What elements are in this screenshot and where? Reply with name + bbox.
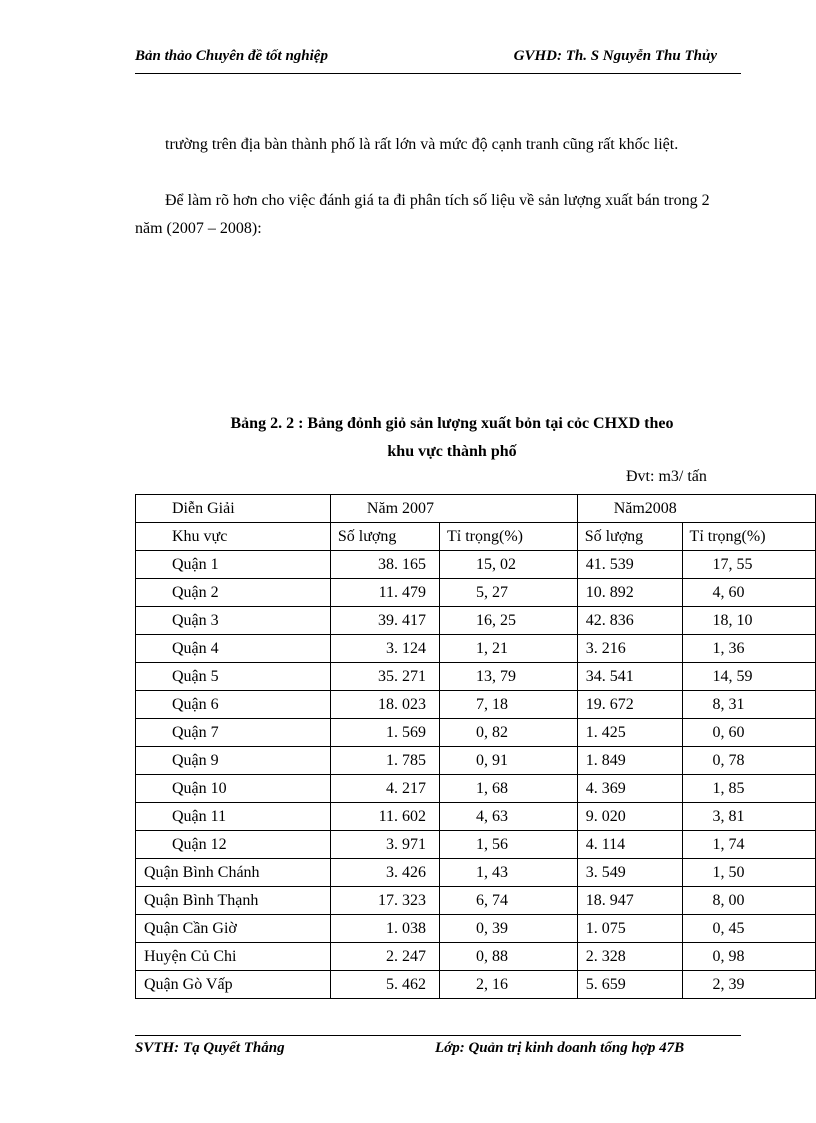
quantity-2007-cell: 1. 785 (330, 747, 439, 775)
quantity-2008-cell: 10. 892 (577, 579, 682, 607)
share-2008-cell: 8, 31 (682, 691, 815, 719)
area-cell: Quận Bình Thạnh (136, 887, 331, 915)
area-cell: Quận 1 (136, 551, 331, 579)
quantity-2007-cell: 3. 971 (330, 831, 439, 859)
quantity-2008-cell: 5. 659 (577, 971, 682, 999)
area-cell: Quận 9 (136, 747, 331, 775)
area-cell: Huyện Củ Chi (136, 943, 331, 971)
share-2007-cell: 1, 68 (440, 775, 578, 803)
table-row (136, 607, 816, 635)
header-cell: Tỉ trọng(%) (682, 523, 815, 551)
quantity-2007-cell: 1. 569 (330, 719, 439, 747)
footer-class: Lớp: Quản trị kinh doanh tổng hợp 47B (435, 1040, 685, 1056)
quantity-2007-cell: 18. 023 (330, 691, 439, 719)
table-row (136, 663, 816, 691)
table-caption-line-1: Bảng 2. 2 : Bảng đỏnh giỏ sản lượng xuất bỏn tại cỏc CHXD theo (230, 415, 674, 432)
share-2007-cell: 13, 79 (440, 663, 578, 691)
header-advisor: GVHD: Th. S Nguyễn Thu Thủy (513, 48, 717, 64)
share-2008-cell: 1, 36 (682, 635, 815, 663)
sales-table (135, 494, 816, 999)
area-cell: Quận 2 (136, 579, 331, 607)
footer-student: SVTH: Tạ Quyết Thắng (135, 1040, 285, 1056)
share-2007-cell: 5, 27 (440, 579, 578, 607)
share-2008-cell: 3, 81 (682, 803, 815, 831)
page-header (135, 48, 741, 70)
share-2008-cell: 17, 55 (682, 551, 815, 579)
header-cell: Năm 2007 (330, 495, 577, 523)
area-cell: Quận 4 (136, 635, 331, 663)
share-2008-cell: 1, 74 (682, 831, 815, 859)
area-cell: Quận 11 (136, 803, 331, 831)
quantity-2008-cell: 42. 836 (577, 607, 682, 635)
header-cell: Khu vực (136, 523, 331, 551)
paragraph-2: Để làm rõ hơn cho việc đánh giá ta đi phân tích số liệu về sản lượng xuất bán trong 2 năm (2007 – 2008): (135, 192, 710, 237)
share-2008-cell: 4, 60 (682, 579, 815, 607)
header-cell: Số lượng (577, 523, 682, 551)
table-row (136, 859, 816, 887)
unit-label: Đvt: m3/ tấn (626, 468, 707, 485)
share-2008-cell: 1, 50 (682, 859, 815, 887)
share-2008-cell: 0, 45 (682, 915, 815, 943)
share-2007-cell: 0, 39 (440, 915, 578, 943)
share-2008-cell: 1, 85 (682, 775, 815, 803)
table-row (136, 635, 816, 663)
quantity-2008-cell: 1. 075 (577, 915, 682, 943)
share-2007-cell: 15, 02 (440, 551, 578, 579)
share-2007-cell: 6, 74 (440, 887, 578, 915)
table-row (136, 803, 816, 831)
area-cell: Quận 5 (136, 663, 331, 691)
quantity-2007-cell: 39. 417 (330, 607, 439, 635)
table-row (136, 579, 816, 607)
table-row (136, 691, 816, 719)
share-2007-cell: 16, 25 (440, 607, 578, 635)
header-divider (135, 73, 741, 74)
table-header-row-1 (136, 495, 816, 523)
quantity-2007-cell: 17. 323 (330, 887, 439, 915)
header-cell: Năm2008 (577, 495, 815, 523)
share-2008-cell: 14, 59 (682, 663, 815, 691)
quantity-2007-cell: 2. 247 (330, 943, 439, 971)
share-2007-cell: 1, 56 (440, 831, 578, 859)
quantity-2007-cell: 11. 479 (330, 579, 439, 607)
table-caption-line-2: khu vực thành phố (387, 443, 517, 460)
area-cell: Quận 12 (136, 831, 331, 859)
area-cell: Quận Cần Giờ (136, 915, 331, 943)
share-2007-cell: 1, 43 (440, 859, 578, 887)
share-2007-cell: 4, 63 (440, 803, 578, 831)
quantity-2007-cell: 4. 217 (330, 775, 439, 803)
share-2008-cell: 0, 60 (682, 719, 815, 747)
share-2007-cell: 1, 21 (440, 635, 578, 663)
area-cell: Quận 3 (136, 607, 331, 635)
quantity-2007-cell: 38. 165 (330, 551, 439, 579)
header-title: Bản thảo Chuyên đề tốt nghiệp (135, 48, 328, 64)
table-row (136, 551, 816, 579)
quantity-2008-cell: 18. 947 (577, 887, 682, 915)
share-2008-cell: 2, 39 (682, 971, 815, 999)
share-2007-cell: 0, 82 (440, 719, 578, 747)
quantity-2007-cell: 3. 426 (330, 859, 439, 887)
area-cell: Quận Bình Chánh (136, 859, 331, 887)
quantity-2008-cell: 41. 539 (577, 551, 682, 579)
header-cell: Diễn Giải (136, 495, 331, 523)
table-row (136, 971, 816, 999)
quantity-2008-cell: 1. 849 (577, 747, 682, 775)
table-row (136, 887, 816, 915)
paragraph-1: trường trên địa bàn thành phố là rất lớn và mức độ cạnh tranh cũng rất khốc liệt. (165, 136, 679, 153)
quantity-2007-cell: 5. 462 (330, 971, 439, 999)
share-2008-cell: 0, 98 (682, 943, 815, 971)
area-cell: Quận 7 (136, 719, 331, 747)
share-2007-cell: 0, 91 (440, 747, 578, 775)
quantity-2008-cell: 4. 114 (577, 831, 682, 859)
share-2007-cell: 7, 18 (440, 691, 578, 719)
share-2008-cell: 0, 78 (682, 747, 815, 775)
table-row (136, 915, 816, 943)
quantity-2008-cell: 1. 425 (577, 719, 682, 747)
footer-divider (135, 1035, 741, 1036)
quantity-2008-cell: 3. 549 (577, 859, 682, 887)
header-cell: Tỉ trọng(%) (440, 523, 578, 551)
quantity-2007-cell: 35. 271 (330, 663, 439, 691)
quantity-2007-cell: 1. 038 (330, 915, 439, 943)
share-2007-cell: 0, 88 (440, 943, 578, 971)
area-cell: Quận 10 (136, 775, 331, 803)
quantity-2008-cell: 4. 369 (577, 775, 682, 803)
table-row (136, 719, 816, 747)
table-row (136, 775, 816, 803)
area-cell: Quận 6 (136, 691, 331, 719)
header-cell: Số lượng (330, 523, 439, 551)
share-2007-cell: 2, 16 (440, 971, 578, 999)
quantity-2008-cell: 34. 541 (577, 663, 682, 691)
table-caption (135, 410, 769, 466)
table-header-row-2 (136, 523, 816, 551)
quantity-2008-cell: 9. 020 (577, 803, 682, 831)
quantity-2007-cell: 11. 602 (330, 803, 439, 831)
area-cell: Quận Gò Vấp (136, 971, 331, 999)
table-row (136, 831, 816, 859)
table-row (136, 747, 816, 775)
share-2008-cell: 18, 10 (682, 607, 815, 635)
quantity-2007-cell: 3. 124 (330, 635, 439, 663)
share-2008-cell: 8, 00 (682, 887, 815, 915)
quantity-2008-cell: 3. 216 (577, 635, 682, 663)
quantity-2008-cell: 19. 672 (577, 691, 682, 719)
table-row (136, 943, 816, 971)
quantity-2008-cell: 2. 328 (577, 943, 682, 971)
